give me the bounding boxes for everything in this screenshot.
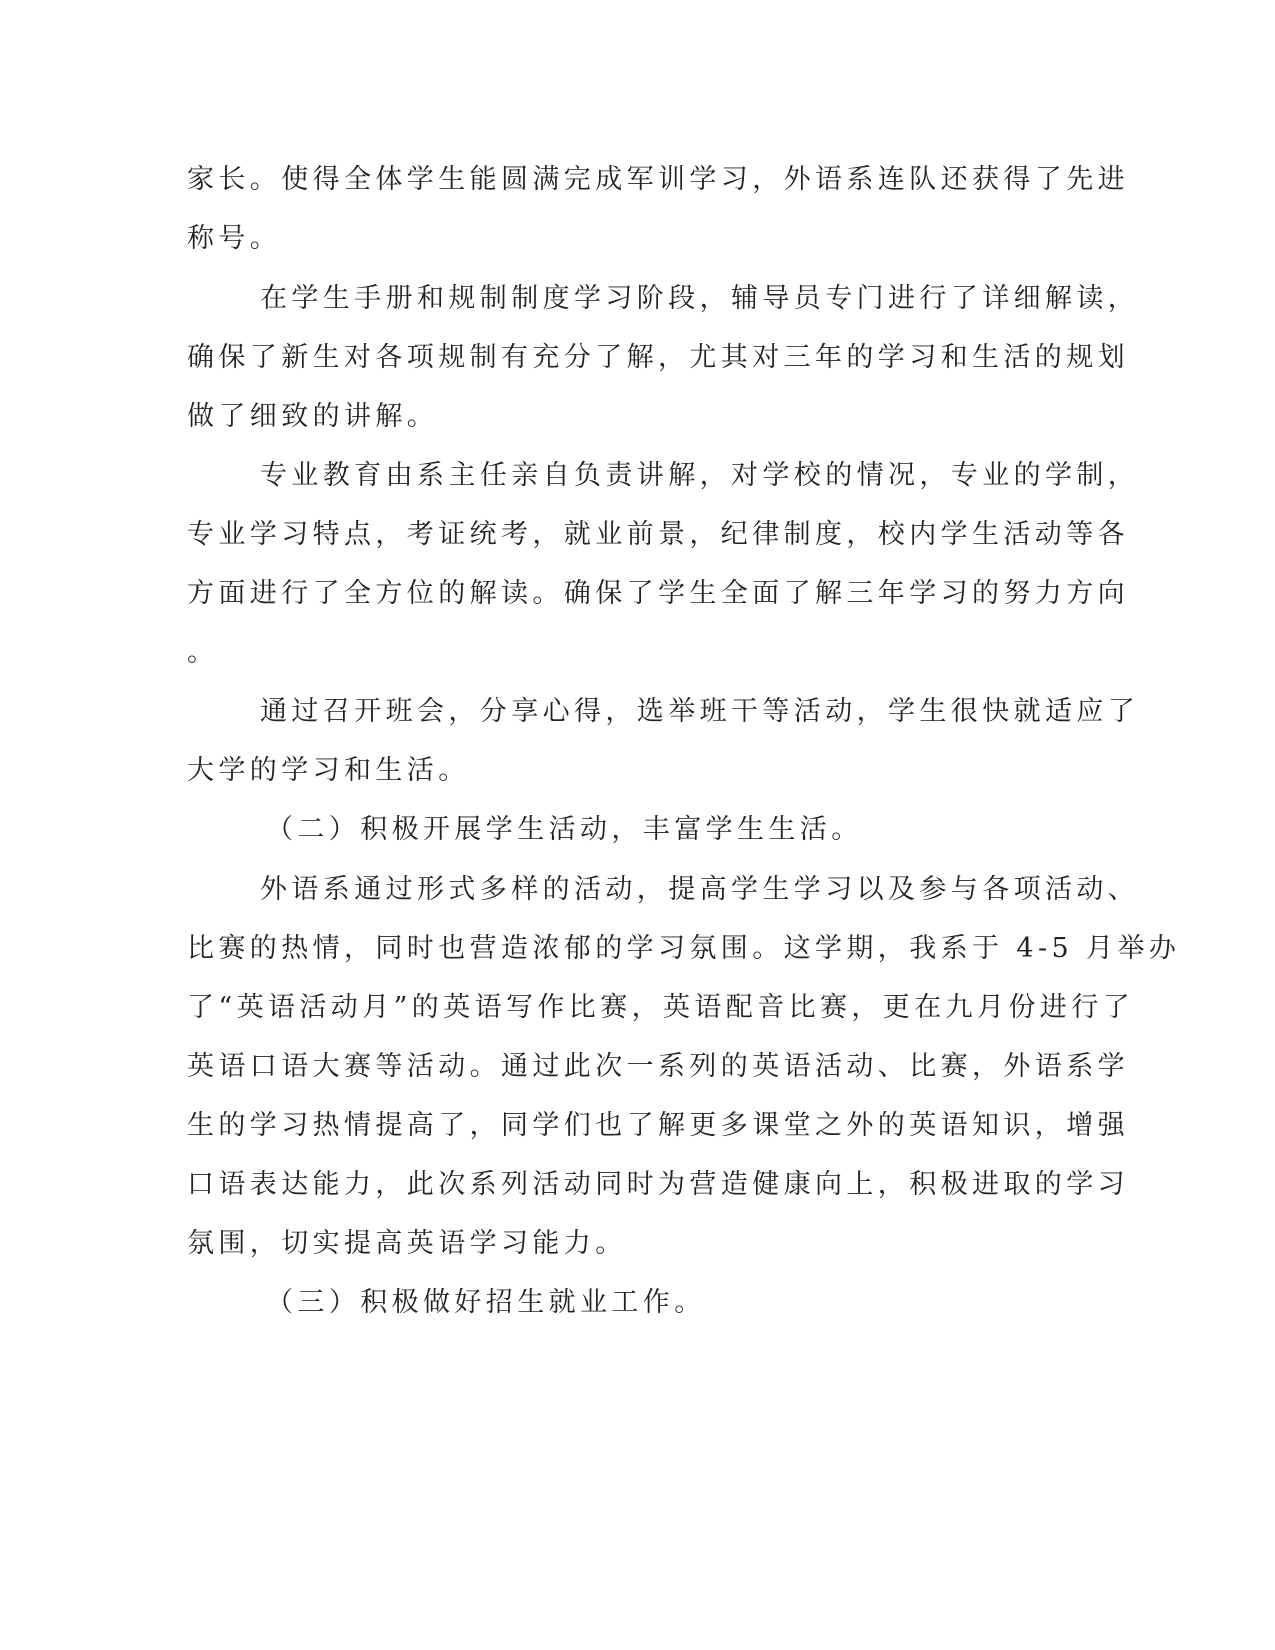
text-line: 口语表达能力，此次系列活动同时为营造健康向上，积极进取的学习 <box>187 1169 1129 1200</box>
text-line: 氛围，切实提高英语学习能力。 <box>187 1228 627 1259</box>
text-line: 做了细致的讲解。 <box>187 401 439 432</box>
text-line: 确保了新生对各项规制有充分了解，尤其对三年的学习和生活的规划 <box>187 342 1129 373</box>
text-line: 专业学习特点，考证统考，就业前景，纪律制度，校内学生活动等各 <box>187 519 1129 550</box>
paragraph-first-line: 专业教育由系主任亲自负责讲解，对学校的情况，专业的学制， <box>260 460 1140 491</box>
section-heading: （三）积极做好招生就业工作。 <box>266 1287 706 1318</box>
text-line: 。 <box>187 637 219 668</box>
text-line: 大学的学习和生活。 <box>187 755 470 786</box>
text-line: 称号。 <box>187 223 282 254</box>
text-line: 英语口语大赛等活动。通过此次一系列的英语活动、比赛，外语系学 <box>187 1051 1129 1082</box>
text-line: 比赛的热情，同时也营造浓郁的学习氛围。这学期，我系于 4-5 月举办 <box>187 933 1181 964</box>
section-heading: （二）积极开展学生活动，丰富学生生活。 <box>266 814 863 845</box>
text-line: 方面进行了全方位的解读。确保了学生全面了解三年学习的努力方向 <box>187 578 1129 609</box>
paragraph-first-line: 通过召开班会，分享心得，选举班干等活动，学生很快就适应了 <box>260 696 1140 727</box>
paragraph-first-line: 外语系通过形式多样的活动，提高学生学习以及参与各项活动、 <box>260 874 1140 905</box>
paragraph-first-line: 在学生手册和规制制度学习阶段，辅导员专门进行了详细解读， <box>260 283 1140 314</box>
text-line: 家长。使得全体学生能圆满完成军训学习，外语系连队还获得了先进 <box>187 164 1129 195</box>
text-line: 了“英语活动月”的英语写作比赛，英语配音比赛，更在九月份进行了 <box>187 992 1135 1023</box>
text-line: 生的学习热情提高了，同学们也了解更多课堂之外的英语知识，增强 <box>187 1110 1129 1141</box>
